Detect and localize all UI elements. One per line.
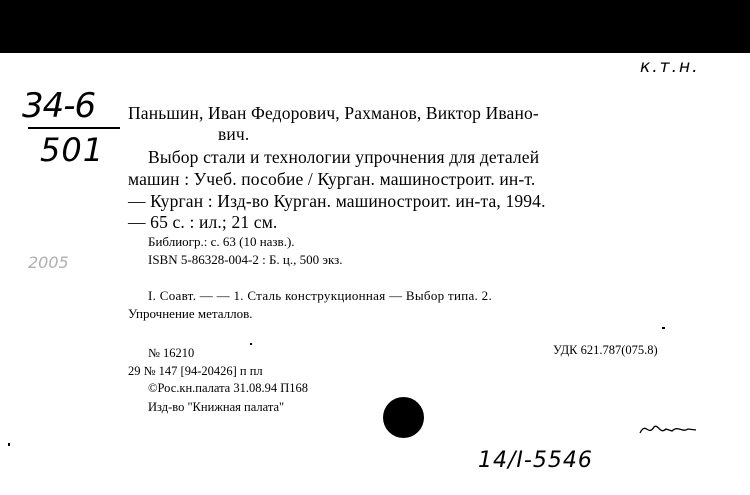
bibliography-note: Библиогр.: с. 63 (10 назв.). — [148, 234, 295, 249]
speck — [662, 327, 665, 329]
record-number: № 16210 — [148, 346, 195, 360]
title-line-1: Выбор стали и технологии упрочнения для деталей — [148, 147, 540, 167]
tracings-line-2: Упрочнение металлов. — [128, 306, 253, 321]
chamber-number: 29 № 147 [94-20426] п пл — [128, 364, 263, 378]
title-line-2: машин : Учеб. пособие / Курган. машиностроит. ин-т. — [128, 169, 536, 189]
handwritten-squiggle — [638, 417, 698, 441]
isbn-line: ISBN 5-86328-004-2 : Б. ц., 500 экз. — [148, 252, 343, 267]
catalog-card — [0, 53, 750, 495]
handwritten-shelf-number: 501 — [40, 131, 105, 169]
punch-hole — [383, 397, 424, 438]
imprint-line: — Курган : Изд-во Курган. машиностроит. ин-та, 1994. — [128, 191, 546, 211]
handwritten-bottom-number: 14/І-5546 — [478, 448, 593, 473]
speck — [250, 343, 252, 345]
handwritten-shelf-code: 34-6 — [22, 86, 96, 126]
physical-description: — 65 с. : ил.; 21 см. — [128, 212, 278, 232]
publisher-line: Изд-во "Книжная палата" — [148, 400, 285, 414]
handwritten-corner-note: к.т.н. — [640, 57, 700, 77]
author-heading-continuation: вич. — [218, 124, 250, 144]
handwritten-underline — [28, 127, 120, 129]
speck — [8, 443, 10, 446]
tracings-line-1: I. Соавт. — — 1. Сталь конструкционная — Выбор типа. 2. — [148, 288, 493, 303]
udc-code: УДК 621.787(075.8) — [553, 343, 658, 357]
handwritten-smudge: 2005 — [28, 253, 69, 272]
author-heading: Паньшин, Иван Федорович, Рахманов, Виктор Ивано- — [128, 103, 539, 123]
copyright-line: ©Рос.кн.палата 31.08.94 П168 — [148, 381, 309, 395]
